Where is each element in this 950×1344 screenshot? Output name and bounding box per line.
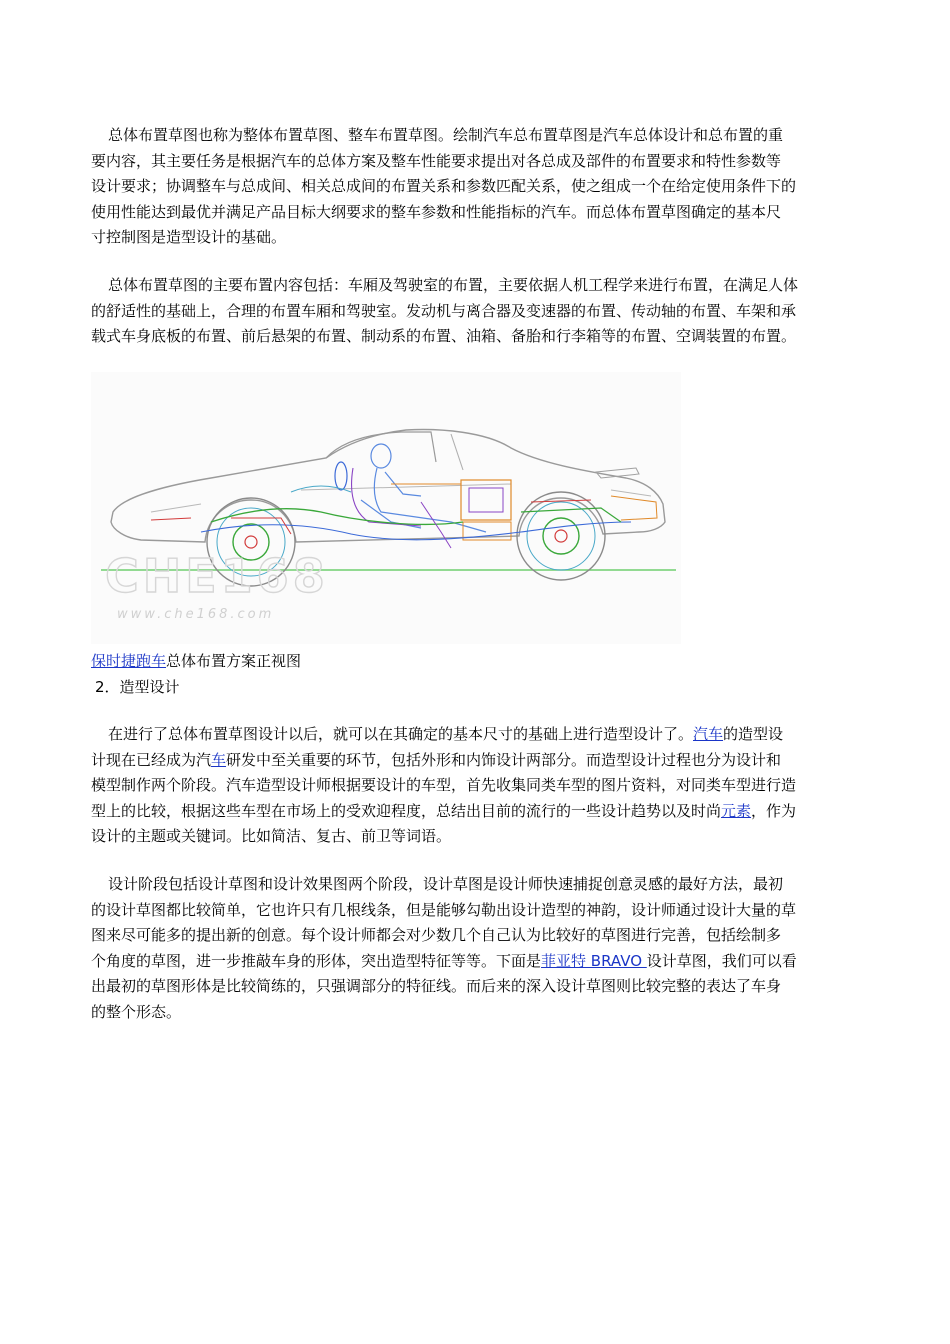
text-line: 载式车身底板的布置、前后悬架的布置、制动系的布置、油箱、备胎和行李箱等的布置、空调装置的布置。 <box>91 327 797 346</box>
watermark-logo: CHE168 <box>105 549 329 603</box>
link-vehicle[interactable]: 车 <box>211 750 227 769</box>
text-line: 设计的主题或关键词。比如简洁、复古、前卫等词语。 <box>91 827 452 846</box>
car-layout-figure <box>91 372 681 644</box>
text-line: 设计要求；协调整车与总成间、相关总成间的布置关系和参数匹配关系，使之组成一个在给定使用条件下的 <box>91 177 797 196</box>
text-line: 模型制作两个阶段。汽车造型设计师根据要设计的车型，首先收集同类车型的图片资料，对同类车型进行造 <box>91 776 797 795</box>
caption-text: 总体布置方案正视图 <box>166 652 302 670</box>
text-line: 总体布置草图也称为整体布置草图、整车布置草图。绘制汽车总布置草图是汽车总体设计和总布置的重 <box>108 126 784 144</box>
text-line: 设计阶段包括设计草图和设计效果图两个阶段，设计草图是设计师快速捕捉创意灵感的最好方法，最初 <box>108 875 784 893</box>
text-line: 在进行了总体布置草图设计以后，就可以在其确定的基本尺寸的基础上进行造型设计了。汽车的造型设 <box>108 725 784 743</box>
text-line: 出最初的草图形体是比较简练的，只强调部分的特征线。而后来的深入设计草图则比较完整的表达了车身 <box>91 977 782 996</box>
link-car[interactable]: 汽车 <box>693 725 724 743</box>
figure-caption <box>91 650 301 672</box>
paragraph-layout-contents <box>91 273 861 350</box>
text-line: 寸控制图是造型设计的基础。 <box>91 228 287 247</box>
paragraph-layout-intro <box>91 123 861 251</box>
text-line: 计现在已经成为汽车研发中至关重要的环节，包括外形和内饰设计两部分。而造型设计过程也分为设计和 <box>91 750 782 769</box>
text-line: 总体布置草图的主要布置内容包括：车厢及驾驶室的布置，主要依据人机工程学来进行布置，在满足人体 <box>108 276 799 294</box>
text-line: 个角度的草图，进一步推敲车身的形体，突出造型特征等等。下面是菲亚特 BRAVO 设计草图，我们可以看 <box>91 951 797 970</box>
text-line: 的设计草图都比较简单，它也许只有几根线条，但是能够勾勒出设计造型的神韵，设计师通过设计大量的草 <box>91 900 797 919</box>
caption-link-porsche[interactable]: 保时捷跑车 <box>91 652 167 670</box>
link-fiat-bravo[interactable]: 菲亚特 BRAVO <box>541 951 647 970</box>
text-line: 图来尽可能多的提出新的创意。每个设计师都会对少数几个自己认为比较好的草图进行完善，包括绘制多 <box>91 926 782 945</box>
text-line: 的整个形态。 <box>91 1002 182 1021</box>
watermark-url: www.che168.com <box>117 607 275 622</box>
text-line: 的舒适性的基础上，合理的布置车厢和驾驶室。发动机与离合器及变速器的布置、传动轴的布置、车架和承 <box>91 301 797 320</box>
text-line: 要内容，其主要任务是根据汽车的总体方案及整车性能要求提出对各总成及部件的布置要求和特性参数等 <box>91 151 782 170</box>
link-element[interactable]: 元素 <box>721 801 752 820</box>
paragraph-styling-design <box>91 722 861 850</box>
section-heading: 2．造型设计 <box>95 678 180 696</box>
car-layout-drawing <box>91 372 681 644</box>
paragraph-sketch-stage <box>91 872 861 1026</box>
text-line: 型上的比较，根据这些车型在市场上的受欢迎程度，总结出目前的流行的一些设计趋势以及时尚元素，作为 <box>91 801 797 820</box>
text-line: 使用性能达到最优并满足产品目标大纲要求的整车参数和性能指标的汽车。而总体布置草图确定的基本尺 <box>91 202 782 221</box>
